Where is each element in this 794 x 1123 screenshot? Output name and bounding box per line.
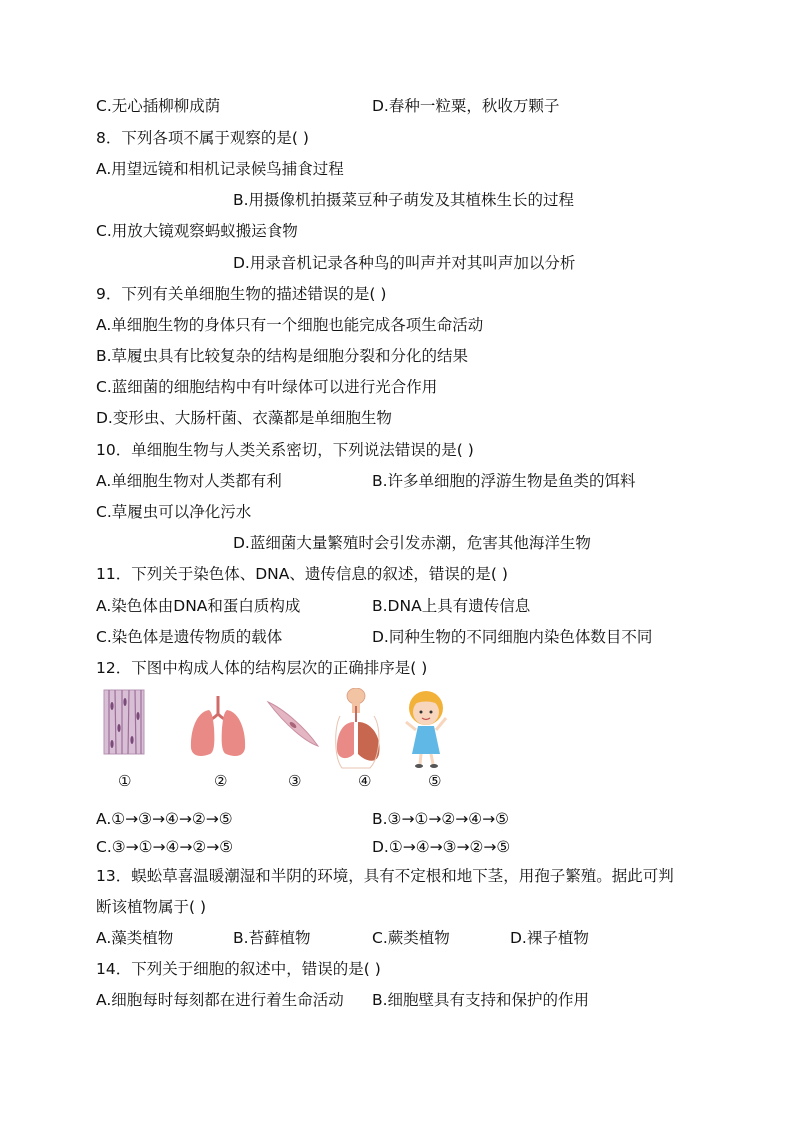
q13-stem: 13．蜈蚣草喜温暖潮湿和半阴的环境，具有不定根和地下茎，用孢子繁殖。据此可判 bbox=[96, 867, 674, 885]
q9-option-c: C.蓝细菌的细胞结构中有叶绿体可以进行光合作用 bbox=[96, 378, 438, 396]
q11-option-a: A.染色体由DNA和蛋白质构成 bbox=[96, 597, 301, 615]
q13-option-d: D.裸子植物 bbox=[510, 929, 589, 947]
q8-option-b: B.用摄像机拍摄菜豆种子萌发及其植株生长的过程 bbox=[233, 191, 575, 209]
q13-option-c: C.蕨类植物 bbox=[372, 929, 450, 947]
q13-option-a: A.藻类植物 bbox=[96, 929, 174, 947]
q9-stem: 9．下列有关单细胞生物的描述错误的是( ) bbox=[96, 285, 387, 303]
muscle-cell-icon bbox=[268, 702, 318, 746]
figure-label-2: ② bbox=[214, 772, 228, 790]
q8-option-a: A.用望远镜和相机记录候鸟捕食过程 bbox=[96, 160, 344, 178]
q10-option-b: B.许多单细胞的浮游生物是鱼类的饵料 bbox=[372, 472, 636, 490]
q10-stem: 10．单细胞生物与人类关系密切，下列说法错误的是( ) bbox=[96, 441, 474, 459]
q9-option-a: A.单细胞生物的身体只有一个细胞也能完成各项生命活动 bbox=[96, 316, 484, 334]
figure-label-4: ④ bbox=[358, 772, 372, 790]
q14-option-b: B.细胞壁具有支持和保护的作用 bbox=[372, 991, 590, 1009]
q12-option-a: A.①→③→④→②→⑤ bbox=[96, 810, 233, 828]
q9-option-d: D.变形虫、大肠杆菌、衣藻都是单细胞生物 bbox=[96, 409, 392, 427]
lungs-icon bbox=[191, 696, 245, 756]
figure-label-3: ③ bbox=[288, 772, 302, 790]
figure-svg bbox=[96, 688, 456, 788]
q8-stem: 8．下列各项不属于观察的是( ) bbox=[96, 129, 309, 147]
q14-stem: 14．下列关于细胞的叙述中，错误的是( ) bbox=[96, 960, 381, 978]
muscle-tissue-icon bbox=[104, 690, 144, 754]
q8-option-d: D.用录音机记录各种鸟的叫声并对其叫声加以分析 bbox=[233, 254, 576, 272]
q11-option-d: D.同种生物的不同细胞内染色体数目不同 bbox=[372, 628, 653, 646]
q12-stem: 12．下图中构成人体的结构层次的正确排序是( ) bbox=[96, 659, 428, 677]
figure-label-5: ⑤ bbox=[428, 772, 442, 790]
q9-option-b: B.草履虫具有比较复杂的结构是细胞分裂和分化的结果 bbox=[96, 347, 469, 365]
q10-option-d: D.蓝细菌大量繁殖时会引发赤潮，危害其他海洋生物 bbox=[233, 534, 591, 552]
q11-option-c: C.染色体是遗传物质的载体 bbox=[96, 628, 283, 646]
q13-stem-continued: 断该植物属于( ) bbox=[96, 898, 207, 916]
q13-option-b: B.苔藓植物 bbox=[233, 929, 311, 947]
structure-levels-figure bbox=[96, 688, 456, 788]
q7-option-d: D.春种一粒粟，秋收万颗子 bbox=[372, 97, 560, 115]
q10-option-a: A.单细胞生物对人类都有利 bbox=[96, 472, 282, 490]
q12-option-b: B.③→①→②→④→⑤ bbox=[372, 810, 509, 828]
q10-option-c: C.草履虫可以净化污水 bbox=[96, 503, 252, 521]
q7-option-c: C.无心插柳柳成荫 bbox=[96, 97, 221, 115]
q14-option-a: A.细胞每时每刻都在进行着生命活动 bbox=[96, 991, 344, 1009]
q12-option-d: D.①→④→③→②→⑤ bbox=[372, 838, 511, 856]
q8-option-c: C.用放大镜观察蚂蚁搬运食物 bbox=[96, 222, 298, 240]
q11-option-b: B.DNA上具有遗传信息 bbox=[372, 597, 531, 615]
child-icon bbox=[406, 691, 446, 768]
q11-stem: 11．下列关于染色体、DNA、遗传信息的叙述，错误的是( ) bbox=[96, 565, 508, 583]
figure-label-1: ① bbox=[118, 772, 132, 790]
respiratory-system-icon bbox=[336, 688, 380, 768]
q12-option-c: C.③→①→④→②→⑤ bbox=[96, 838, 234, 856]
